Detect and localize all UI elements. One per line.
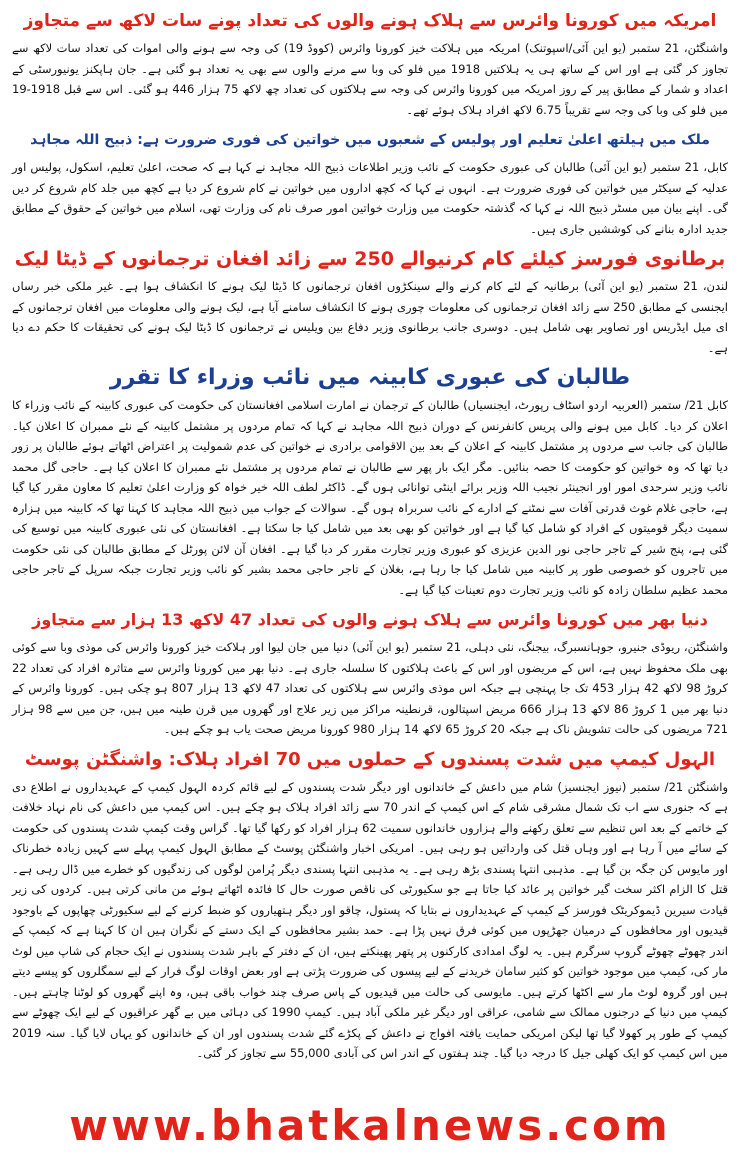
headline: الہول کیمپ میں شدت پسندوں کے حملوں میں 70 افراد ہلاک: واشنگٹن پوسٹ (24, 748, 716, 770)
article-women-workforce (12, 123, 728, 239)
headline: امریکہ میں کورونا وائرس سے ہلاک ہونے والوں کی تعداد پونے سات لاکھ سے متجاوز (23, 11, 717, 31)
headline: طالبان کی عبوری کابینہ میں نائب وزراء کا تقرر (109, 365, 631, 390)
article-body: واشنگٹن 21/ ستمبر (نیوز ایجنسیز) شام میں داعش کے خاندانوں اور دیگر شدت پسندوں کے لیے قائم کردہ الہول کیمپ کے عہدیداروں نے اطلاع دی ہے کہ جنوری سے اب تک شمال مشرقی شام کے اس کیمپ کے اندر 70 سے زائد افراد ہلاک ہو چکے ہیں۔ اس کیمپ میں داعش کی نام نہاد خلافت کے خاتمے کے بعد اس تنظیم سے تعلق رکھنے والے ہزاروں خاندانوں سمیت 62 ہزار افراد کو رکھا گیا تھا۔ گراس وقت کیمپ شدت پسندوں کی حکومت کے سائے میں آ رہا ہے اور وہاں قتل کی وارداتیں ہو رہی ہیں۔ امریکی اخبار واشنگٹن پوسٹ کے مطابق الہول کیمپ پہلے سے کہیں زیادہ خطرناک اور مایوس کن جگہ بن گیا ہے۔ مذہبی انتہا پسندی بڑھ رہی ہے۔ یہ مذہبی انتہا پسندی دیگر پُرامن لوگوں کی زندگیوں کو خطرے میں ڈال رہی ہے۔ قتل کا الزام اکثر سخت گیر خواتین پر عائد کیا جاتا ہے جو سکیورٹی کی ناقص صورت حال کا فائدہ اٹھاتے ہوئے من مانی کرتی ہیں۔ کردوں کی زیر قیادت سیرین ڈیموکریٹک فورسز کے کیمپ کے عہدیداروں نے بتایا کہ پستول، چاقو اور دیگر ہتھیاروں کو ضبط کرنے کے لیے سکیورٹی چھاپوں کے باوجود قیدیوں اور محافظوں کے درمیان جھڑپوں میں کوئی فرق نہیں پڑا ہے۔ حمد بشیر محافظوں کے ایک دستے کے نگران ہیں ان کا کہنا ہے کہ کیمپ کے اندر چھوٹے چھوٹے گروپ سرگرم ہیں۔ یہ لوگ امدادی کارکنوں پر پتھر پھینکتے ہیں، ان کے دفتر کے باہر شدت پسندوں نے ایک حجام کی شاپ میں لوٹ مار کی، کیمپ میں موجود خواتین کو کثیر سامان خریدنے کے لیے پیسوں کی ضرورت پڑتی ہے اور بعض اوقات لوگ فرار کے لیے سمگلروں کو پیسے دیتے ہیں اور گروہ لوٹ مار سے اکٹھا کرتے ہیں۔ مایوسی کی حالت میں قیدیوں کے پاس صرف چند خواب باقی ہیں، وہ اپنے گھروں کو لوٹنا چاہتے ہیں۔ کیمپ میں دنیا کے درجنوں ممالک سے شامی، عراقی اور دیگر غیر ملکی آباد ہیں۔ کیمپ 1990 کی دہائی میں بے گھر عراقیوں کے لیے ایک چھوٹے سے کیمپ کے طور پر کھولا گیا تھا لیکن امریکی حمایت یافتہ افواج نے داعش کے پکڑے گئے شدت پسندوں اور ان کے خاندانوں کو یہاں لایا گیا۔ سنہ 2019 میں اس کیمپ کو ایک کھلی جیل کا درجہ دیا گیا۔ چند ہفتوں کے اندر اس کی آبادی 55,000 سے تجاوز کر گئی۔ (12, 779, 728, 1060)
headline: ملک میں ہیلتھ اعلیٰ تعلیم اور پولیس کے شعبوں میں خواتین کی فوری ضرورت ہے: ذبیح اللہ مجاہد (30, 132, 710, 148)
article-al-hol-camp (12, 743, 728, 1064)
article-us-covid-deaths (12, 4, 728, 120)
headline: برطانوی فورسز کیلئے کام کرنیوالے 250 سے زائد افغان ترجمانوں کے ڈیٹا لیک (14, 248, 726, 270)
article-world-covid-deaths (12, 603, 728, 740)
article-body: کابل 21/ ستمبر (العربیہ اردو اسٹاف رپورٹ، ایجنسیاں) طالبان کے ترجمان نے امارت اسلامی افغانستان کی حکومت کی عبوری کابینہ کے نائب وزراء کا اعلان کر دیا۔ کابل میں ہونے والی پریس کانفرنس کے دوران ذبیح اللہ مجاہد نے کہا کہ تمام مردوں پر مشتمل کابینہ کے نئے ممبران کا اعلان کیا۔ طالبان کی جانب سے مردوں پر مشتمل کابینہ کے اعلان کے بعد بین الاقوامی برادری نے خواتین کی عدم شمولیت پر اعتراض اٹھاتے ہوئے طالبان پر زور دیا تھا کہ وہ خواتین کو حکومت کا حصہ بنائیں۔ مگر ایک بار پھر سے طالبان نے تمام مردوں پر مشتمل نئے ممبران کا اعلان کیا ہے۔ حاجی گل محمد نائب وزیر سرحدی امور اور انجینئر نجیب اللہ وزیر برائے اینٹی توانائی ہوں گے۔ ڈاکٹر لطف اللہ خیر خواہ کو وزارت اعلیٰ تعلیم کا معاون مقرر کیا گیا ہے، حاجی غلام غوث قدرتی آفات سے نمٹنے کے ادارے کے نائب سربراہ ہوں گے۔ سوالات کے جواب میں ذبیح اللہ مجاہد کا کہنا تھا کہ کابینہ میں ہزارہ سمیت دیگر قومیتوں کے افراد کو شامل کیا گیا ہے اور خواتین کو بھی بعد میں شامل کیا جا سکتا ہے۔ افغانستان کی نئی عبوری کابینہ میں توسیع کی گئی ہے، پنج شیر کے تاجر حاجی نور الدین عزیزی کو عبوری وزیر تجارت مقرر کر دیا گیا ہے۔ افغان آن لائن پورٹل کے مطابق طالبان کی نئی حکومت میں تاجروں کو خصوصی طور پر کابینہ میں شامل کیا جا رہا ہے، بغلان کے تاجر حاجی محمد بشیر کو نائب وزیر تجارت جبکہ سرپل کے تاجر حاجی محمد عظیم سلطان زادہ کو نائب وزیر تجارت دوم تعینات کیا گیا ہے۔ (12, 398, 728, 597)
site-footer: www.bhatkalnews.com (69, 1101, 671, 1150)
headline: دنیا بھر میں کورونا وائرس سے ہلاک ہونے والوں کی تعداد 47 لاکھ 13 ہزار سے متجاوز (32, 610, 708, 629)
article-translators-data-leak (12, 242, 728, 358)
article-body: واشنگٹن، 21 ستمبر (یو این آئی/اسپوتنک) امریکہ میں ہلاکت خیز کورونا وائرس (کووڈ 19) کی وجہ سے ہونے والی اموات کی تعداد سات لاکھ سے تجاوز کر گئی ہے اور اس کے ساتھ ہی یہ ہلاکتیں 1918 میں فلو کی وبا سے مرنے والوں سے بھی یہ تعداد ہو گئی ہے۔ جان ہاپکنز یونیورسٹی کے اعداد و شمار کے مطابق پیر کے روز امریکہ میں کورونا وائرس کی وجہ سے ہلاکتوں کی تعداد چھ لاکھ 75 ہزار 446 ہو گئی۔ اس سے قبل 1918-19 میں فلو کی وبا کی وجہ سے تقریباً 6.75 لاکھ افراد ہلاک ہوئے تھے۔ (12, 41, 728, 117)
article-body: واشنگٹن، ریوڈی جنیرو، جوہانسبرگ، بیجنگ، نئی دہلی، 21 ستمبر (یو این آئی) دنیا میں جان لیوا اور ہلاکت خیز کورونا وائرس کی موذی وبا سے کوئی بھی ملک محفوظ نہیں ہے، اس کے مریضوں اور اس کے باعث ہلاکتوں کا سلسلہ جاری ہے۔ دنیا بھر میں کورونا وائرس سے متاثرہ افراد کی تعداد 22 کروڑ 98 لاکھ 42 ہزار 453 تک جا پہنچی ہے جبکہ اس موذی وائرس سے ہلاکتوں کی تعداد 47 لاکھ 13 ہزار 807 ہو چکی ہیں۔ کورونا وائرس کے دنیا بھر میں 1 کروڑ 86 لاکھ 13 ہزار 666 مریض اسپتالوں، قرنطینہ مراکز میں زیر علاج اور گھروں میں قرن طینہ میں ہیں، جن میں سے 98 ہزار 721 مریضوں کی حالت تشویش ناک ہے جبکہ 20 کروڑ 65 لاکھ 14 ہزار 980 کورونا مریض صحت یاب ہو چکے ہیں۔ (12, 640, 728, 736)
article-body: کابل، 21 ستمبر (یو این آئی) طالبان کی عبوری حکومت کے نائب وزیر اطلاعات ذبیح اللہ مجاہد نے کہا ہے کہ صحت، اعلیٰ تعلیم، اسکول، پولیس اور عدلیہ کے سیکٹر میں خواتین کی فوری ضرورت ہے۔ انہوں نے کہا کہ کچھ اداروں میں خواتین نے کام شروع کر دیا ہے کچھ میں جلد کام شروع کر دیں گی۔ اپنے بیان میں مسٹر ذبیح اللہ نے کہا کہ گذشتہ حکومت میں وزارت خواتین امور صرف نام کی وزارت تھی، اسلام میں خواتین کے حقوق کے مطابق جدید ادارہ بنانے کی کوششیں جاری ہیں۔ (12, 160, 728, 236)
article-deputy-ministers (12, 361, 728, 600)
article-body: لندن، 21 ستمبر (یو این آئی) برطانیہ کے لئے کام کرنے والے سینکڑوں افغان ترجمانوں کا ڈیٹا لیک ہونے کا انکشاف ہوا ہے۔ غیر ملکی خبر رساں ایجنسی کے مطابق 250 سے زائد افغان ترجمانوں کی معلومات چوری ہونے کا انکشاف سامنے آیا ہے، لیک ہونے والی معلومات میں افغان ترجمانوں کے ای میل ایڈریس اور تصاویر بھی شامل ہیں۔ دوسری جانب برطانوی وزیر دفاع بین ویلیس نے ترجمانوں کا ڈیٹا لیک ہونے کی تحقیقات کا حکم دے دیا ہے۔ (12, 279, 729, 355)
